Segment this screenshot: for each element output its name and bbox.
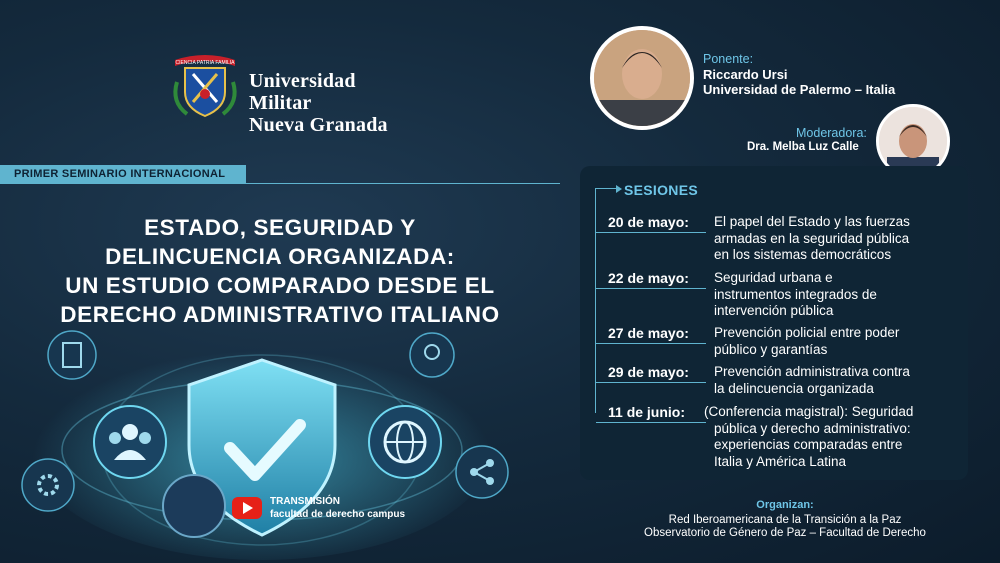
play-icon	[243, 502, 253, 514]
session-topic-line: en los sistemas democráticos	[714, 247, 892, 262]
session-topic	[714, 270, 877, 320]
crest-motto: CIENCIA PATRIA FAMILIA	[175, 60, 235, 66]
transmission-title: TRANSMISIÓN	[270, 496, 340, 507]
speaker-affiliation: Universidad de Palermo – Italia	[703, 82, 896, 97]
session-topic-line: la delincuencia organizada	[714, 380, 874, 396]
sessions-arrow-icon	[616, 185, 622, 193]
people-icon	[94, 406, 166, 478]
security-shield-illustration	[0, 330, 560, 563]
university-name-line2: Nueva Granada	[249, 114, 388, 136]
sessions-rail	[595, 188, 596, 413]
transmission-channel[interactable]: facultad de derecho campus	[270, 509, 406, 520]
organizers-label: Organizan:	[756, 499, 814, 511]
university-logo	[165, 52, 395, 136]
session-topic	[704, 404, 913, 470]
organizer-1: Red Iberoamericana de la Transición a la Paz	[668, 514, 902, 526]
session-topic-line: Prevención policial entre poder	[714, 325, 900, 340]
session-topic	[714, 214, 910, 264]
session-topic-line: Prevención administrativa contra	[714, 364, 910, 379]
title-line: ESTADO, SEGURIDAD Y	[144, 215, 416, 240]
session-divider	[596, 232, 706, 233]
university-name-line1: Universidad Militar	[249, 70, 356, 114]
gear-icon	[22, 459, 74, 511]
session-topic-line: experiencias comparadas entre	[714, 437, 903, 452]
award-icon	[410, 333, 454, 377]
organizer-2: Observatorio de Género de Paz – Facultad de Derecho	[644, 527, 926, 539]
session-topic-line: El papel del Estado y las fuerzas	[714, 214, 910, 229]
session-topic-line: instrumentos integrados de	[714, 286, 877, 302]
session-topic-line: público y garantías	[714, 341, 828, 357]
speaker-label: Ponente:	[703, 52, 754, 66]
university-crest-icon	[165, 52, 245, 122]
session-divider	[596, 422, 706, 423]
speaker-name: Riccardo Ursi	[703, 67, 788, 82]
session-divider	[596, 382, 706, 383]
session-divider	[596, 343, 706, 344]
session-date: 22 de mayo:	[608, 270, 689, 286]
session-topic-line: Seguridad urbana e	[714, 270, 833, 285]
event-title	[0, 213, 560, 329]
globe-icon	[369, 406, 441, 478]
seminar-banner-text: PRIMER SEMINARIO INTERNACIONAL	[14, 168, 226, 180]
session-topic-line: intervención pública	[714, 303, 834, 318]
session-topic-line: Italia y América Latina	[714, 453, 847, 469]
title-line: DERECHO ADMINISTRATIVO ITALIANO	[60, 302, 500, 327]
document-icon	[48, 331, 96, 379]
moderator-label: Moderadora:	[796, 126, 867, 140]
faculty-badge-icon	[162, 474, 226, 538]
sessions-title: SESIONES	[624, 182, 698, 198]
session-date: 29 de mayo:	[608, 364, 689, 380]
session-divider	[596, 288, 706, 289]
session-date: 27 de mayo:	[608, 325, 689, 341]
moderator-name: Dra. Melba Luz Calle	[747, 141, 859, 153]
banner-divider	[0, 183, 560, 184]
session-date: 20 de mayo:	[608, 214, 689, 230]
session-topic-line: (Conferencia magistral): Seguridad	[704, 404, 914, 419]
session-topic	[714, 364, 910, 397]
title-line: UN ESTUDIO COMPARADO DESDE EL	[65, 273, 495, 298]
speaker-photo	[590, 26, 694, 130]
university-name	[249, 70, 395, 136]
session-topic-line: armadas en la seguridad pública	[714, 230, 910, 246]
title-line: DELINCUENCIA ORGANIZADA:	[105, 244, 455, 269]
session-topic	[714, 325, 899, 358]
session-topic-line: pública y derecho administrativo:	[714, 420, 911, 436]
session-date: 11 de junio:	[608, 404, 686, 420]
share-icon	[456, 446, 508, 498]
